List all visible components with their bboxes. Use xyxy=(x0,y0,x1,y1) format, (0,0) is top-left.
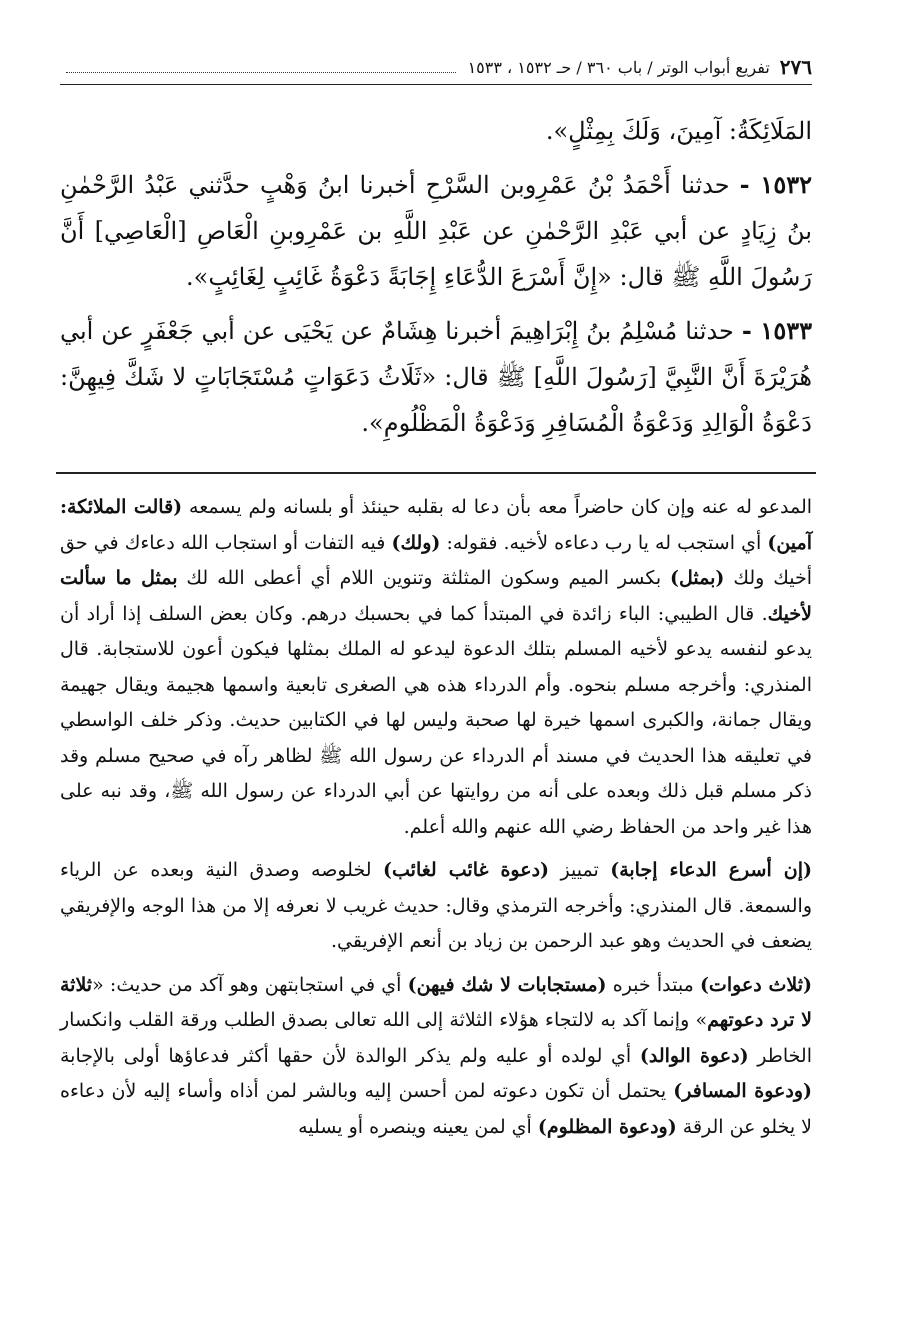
commentary-text: المدعو له عنه وإن كان حاضراً معه بأن دعا له بقلبه حينئذ أو بلسانه ولم يسمعه xyxy=(182,496,813,518)
commentary-term: (ولك) xyxy=(391,531,441,554)
commentary-text: . قال الطيبي: الباء زائدة في المبتدأ كما في بحسبك درهم. وكان بعض السلف إذا أراد أن يدعو لنفسه يدعو لأخيه المسلم بتلك الدعوة ليدعو له الملك بمثلها فيكون أعون للاستجابة. قال المنذري: وأخرجه مسلم بنحوه. وأم الدرداء هذه هي الصغرى تابعية واسمها هجيمة ويقال جهيمة ويقال جمانة، والكبرى اسمها خيرة لها صحبة وليس لها في الكتابين حديث. وذكر خلف الواسطي في تعليقه هذا الحديث في مسند أم الدرداء عن رسول الله ﷺ لظاهر رآه في صحيح مسلم وقد ذكر مسلم قبل ذلك وبعده على أنه من روايتها عن أبي الدرداء عن رسول الله ﷺ، وقد نبه على هذا غير واحد من الحفاظ رضي الله عنهم والله أعلم. xyxy=(60,602,812,838)
commentary-term: (مستجابات لا شك فيهن) xyxy=(407,973,607,996)
hadith-number-1532: ١٥٣٢ - xyxy=(739,170,812,199)
commentary-term: (إن أسرع الدعاء إجابة) xyxy=(610,859,812,881)
hadith-number-1533: ١٥٣٣ - xyxy=(741,316,812,345)
commentary-text: أي استجب له يا رب دعاءه لأخيه. فقوله: xyxy=(440,531,768,554)
commentary-text: بكسر الميم وسكون المثلثة وتنوين اللام أي أعطى الله لك xyxy=(177,567,671,589)
hadith-continuation: المَلَائِكَةُ: آمِينَ، وَلَكَ بِمِثْلٍ». xyxy=(545,117,812,145)
commentary-term: (ثلاث دعوات) xyxy=(699,973,812,996)
commentary-term: (دعوة الوالد) xyxy=(639,1044,749,1067)
commentary-term: (بمثل) xyxy=(670,567,725,589)
commentary-paragraph-3 xyxy=(60,968,812,1146)
commentary-term: (دعوة غائب لغائب) xyxy=(383,859,550,881)
running-title-text: تفريع أبواب الوتر / باب ٣٦٠ / حـ ١٥٣٢ ، ١٥٣٣ xyxy=(467,57,770,77)
commentary-paragraph-1 xyxy=(60,490,812,845)
commentary-text: أي لولده أو عليه ولم يذكر الوالدة لأن حقها أكثر فدعاؤها أولى بالإجابة xyxy=(60,1044,640,1067)
page-number: ٢٧٦ xyxy=(779,55,812,79)
hadith-1533-text: حدثنا مُسْلِمُ بنُ إِبْرَاهِيمَ أخبرنا هِشَامٌ عن يَحْيَى عن أبي جَعْفَرٍ عن أبي هُرَيْرَةَ أَنَّ النَّبِيَّ [رَسُولَ اللَّهِ] ﷺ قال: «ثَلَاثُ دَعَوَاتٍ مُسْتَجَابَاتٍ لا شَكَّ فِيهِنَّ: دَعْوَةُ الْوَالِدِ وَدَعْوَةُ الْمُسَافِرِ وَدَعْوَةُ الْمَظْلُومِ». xyxy=(60,317,812,437)
commentary-block xyxy=(60,490,812,1153)
commentary-text: أي لمن يعينه وينصره أو يسليه xyxy=(298,1115,538,1138)
hadith-text-block xyxy=(60,108,812,454)
commentary-term: (ودعوة المسافر) xyxy=(673,1080,812,1102)
commentary-term: (ودعوة المظلوم) xyxy=(537,1115,677,1138)
commentary-text: تمييز xyxy=(549,859,611,881)
commentary-text: مبتدأ خبره xyxy=(606,973,700,996)
footnote-divider xyxy=(56,472,816,474)
commentary-text: » وإنما آكد به لالتجاء هؤلاء الثلاثة إلى الله تعالى بصدق الطلب ورقة القلب وانكسار الخاطر xyxy=(60,1009,812,1067)
commentary-text: يحتمل أن تكون دعوته لمن أحسن إليه وبالشر لمن أذاه وأساء إليه لأن دعاءه لا يخلو عن الرقة xyxy=(60,1080,812,1138)
hadith-1533 xyxy=(60,308,812,446)
commentary-term: ثلاثة لا ترد دعوتهم xyxy=(60,973,813,1031)
commentary-text: فيه التفات أو استجاب الله دعاءك في حق أخيك ولك xyxy=(60,531,813,589)
commentary-text: لخلوصه وصدق النية وبعده عن الرياء والسمعة. قال المنذري: وأخرجه الترمذي وقال: حديث غريب لا نعرفه إلا من هذا الوجه والإفريقي يضعف في الحديث وهو عبد الرحمن بن زياد بن أنعم الإفريقي. xyxy=(60,859,812,952)
page-header xyxy=(60,50,812,85)
commentary-paragraph-2 xyxy=(60,853,812,960)
commentary-term: (قالت الملائكة: آمين) xyxy=(60,496,812,554)
commentary-text: أي في استجابتهن وهو آكد من حديث: « xyxy=(92,973,408,996)
hadith-1532-text: حدثنا أَحْمَدُ بْنُ عَمْرِوبن السَّرْحِ أخبرنا ابنُ وَهْبٍ حدَّثني عَبْدُ الرَّحْمٰنِ بنُ زِيَادٍ عن أبي عَبْدِ الرَّحْمٰنِ عن عَبْدِ اللَّهِ بن عَمْرِوبنِ الْعَاصِ [الْعَاصِي] أَنَّ رَسُولَ اللَّهِ ﷺ قال: «إِنَّ أَسْرَعَ الدُّعَاءِ إِجَابَةً دَعْوَةُ غَائِبٍ لِغَائِبٍ». xyxy=(60,171,812,291)
leader-dots xyxy=(66,62,456,73)
commentary-term: بمثل ما سألت لأخيك xyxy=(60,567,812,625)
hadith-1532 xyxy=(60,162,812,300)
running-title xyxy=(60,58,770,77)
